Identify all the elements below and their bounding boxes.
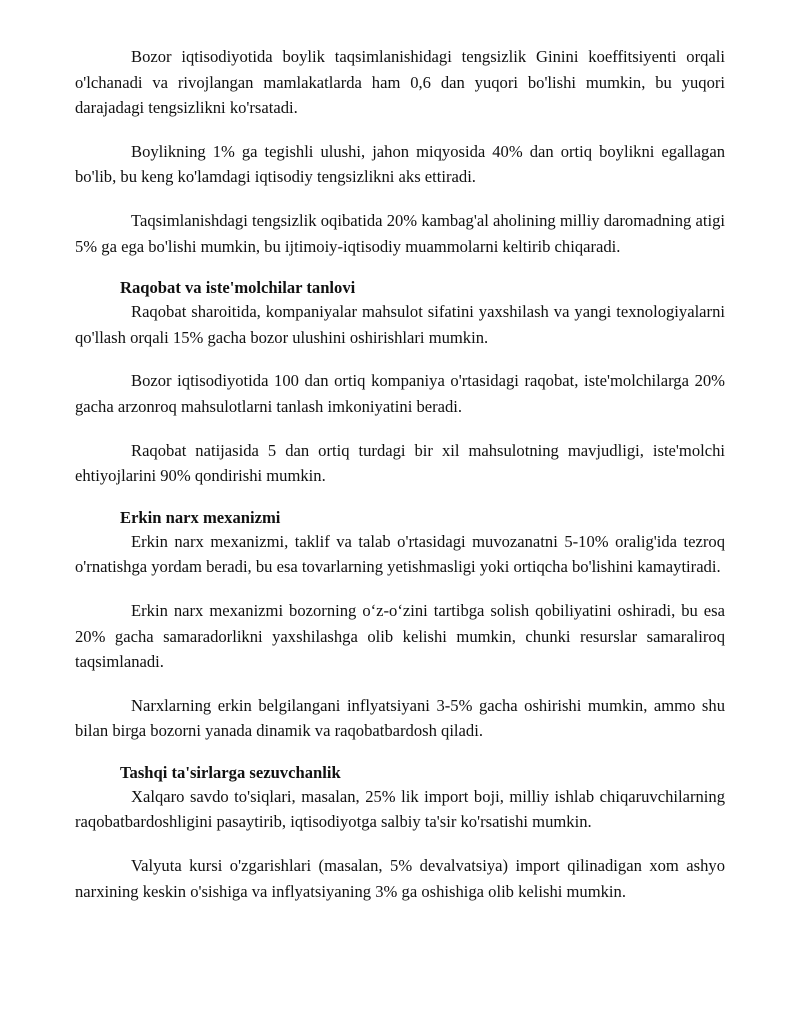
paragraph-competition-consumer-needs: Raqobat natijasida 5 dan ortiq turdagi bir xil mahsulotning mavjudligi, iste'molchi ehtiyojlarini 90% qondirishi mumkin. (75, 440, 725, 486)
paragraph-currency-changes: Valyuta kursi o'zgarishlari (masalan, 5% devalvatsiya) import qilinadigan xom ashyo narxining keskin o'sishiga va inflyatsiyaning 3% ga oshishiga olib kelishi mumkin. (75, 856, 725, 901)
section-heading-competition: Raqobat va iste'molchilar tanlovi (120, 278, 356, 298)
section-heading-external-sensitivity: Tashqi ta'sirlarga sezuvchanlik (120, 762, 341, 782)
document-page (75, 44, 725, 922)
paragraph-pricing-inflation: Narxlarning erkin belgilangani inflyatsiyani 3-5% gacha oshirishi mumkin, ammo shu bilan birga bozorni yanada dinamik va raqobatbardosh qiladi. (75, 695, 725, 741)
paragraph-competition-cheaper-products: Bozor iqtisodiyotida 100 dan ortiq kompaniya o'rtasidagi raqobat, iste'molchilarga 20% gacha arzonroq mahsulotlarni tanlash imkoniyatini beradi. (75, 371, 725, 416)
paragraph-competition-market-share: Raqobat sharoitida, kompaniyalar mahsulot sifatini yaxshilash va yangi texnologiyalarni qo'llash orqali 15% gacha bozor ulushini oshirishlari mumkin. (75, 302, 725, 347)
section-heading-free-pricing: Erkin narx mexanizmi (120, 507, 281, 527)
paragraph-gini-inequality: Bozor iqtisodiyotida boylik taqsimlanishidagi tengsizlik Ginini koeffitsiyenti orqali o'lchanadi va rivojlangan mamlakatlarda ham 0,6 dan yuqori bo'lishi mumkin, bu yuqori darajadagi tengsizlikni ko'rsatadi. (75, 47, 725, 118)
paragraph-trade-barriers: Xalqaro savdo to'siqlari, masalan, 25% lik import boji, milliy ishlab chiqaruvchilarning raqobatbardoshligini pasaytirib, iqtisodiyotga salbiy ta'sir ko'rsatishi mumkin. (75, 786, 725, 832)
paragraph-pricing-equilibrium: Erkin narx mexanizmi, taklif va talab o'rtasidagi muvozanatni 5-10% oralig'ida tezroq o'rnatishga yordam beradi, bu esa tovarlarning yetishmasligi yoki ortiqcha bo'lishini kamaytiradi. (75, 531, 725, 577)
paragraph-wealth-share: Boylikning 1% ga tegishli ulushi, jahon miqyosida 40% dan ortiq boylikni egallagan bo'lib, bu keng ko'lamdagi iqtisodiy tengsizlikni aks ettiradi. (75, 141, 725, 187)
paragraph-income-distribution: Taqsimlanishdagi tengsizlik oqibatida 20% kambag'al aholining milliy daromadning atigi 5% ga ega bo'lishi mumkin, bu ijtimoiy-iqtisodiy muammolarni keltirib chiqaradi. (75, 210, 725, 256)
paragraph-pricing-self-regulation: Erkin narx mexanizmi bozorning o‘z-o‘zini tartibga solish qobiliyatini oshiradi, bu esa 20% gacha samaradorlikni yaxshilashga olib kelishi mumkin, chunki resurslar samaraliroq taqsimlanadi. (75, 600, 725, 672)
